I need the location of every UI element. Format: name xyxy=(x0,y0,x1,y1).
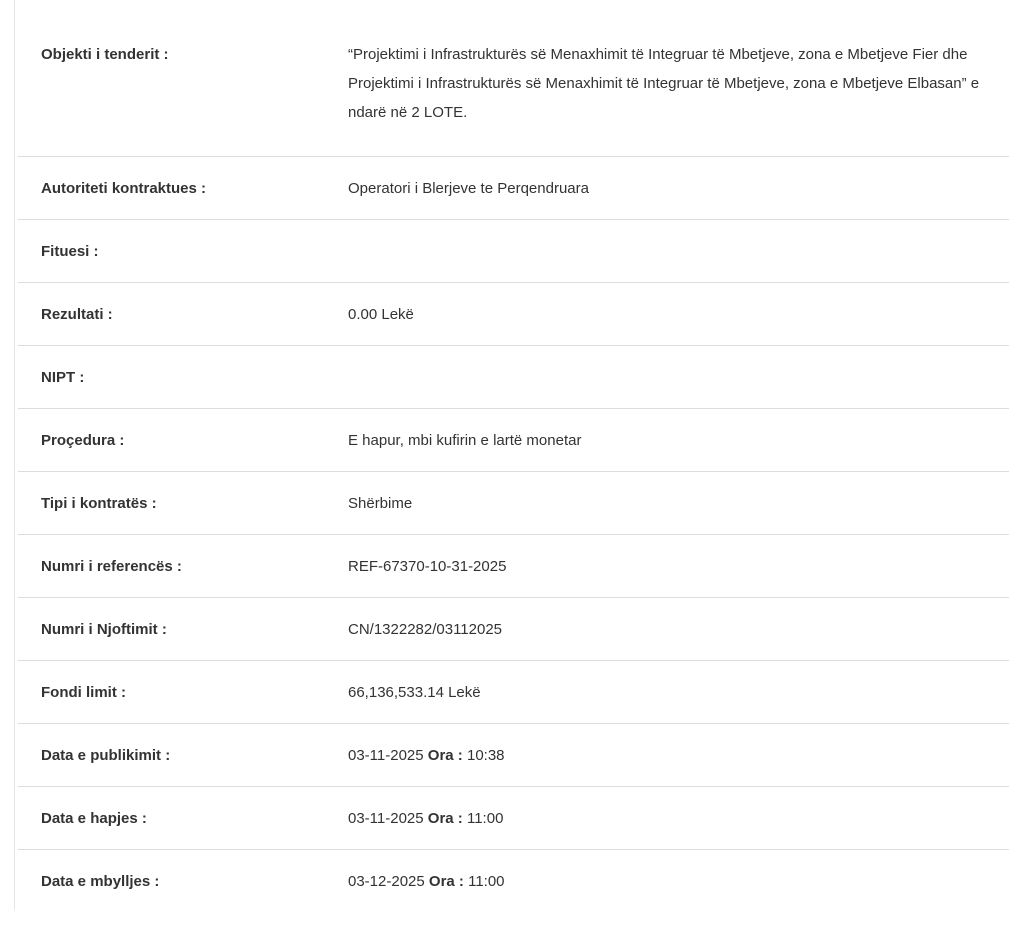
field-label-procedura: Proçedura : xyxy=(41,431,125,449)
field-value-referenca: REF-67370-10-31-2025 xyxy=(348,557,507,575)
table-row xyxy=(18,598,1009,661)
field-value-procedura: E hapur, mbi kufirin e lartë monetar xyxy=(348,431,582,449)
mbyllja-date: 03-12-2025 xyxy=(348,872,425,890)
field-value-njoftimi: CN/1322282/03112025 xyxy=(348,620,503,638)
left-border xyxy=(0,0,15,910)
field-label-fondi: Fondi limit : xyxy=(41,683,126,701)
table-row xyxy=(18,26,1009,157)
field-label-fituesi: Fituesi : xyxy=(41,242,99,260)
mbyllja-time: 11:00 xyxy=(468,872,505,890)
field-value-autoriteti: Operatori i Blerjeve te Perqendruara xyxy=(348,179,589,197)
field-value-hapja xyxy=(348,804,1009,833)
field-label-mbyllja: Data e mbylljes : xyxy=(41,872,160,890)
publikimi-time: 10:38 xyxy=(466,746,505,764)
hapja-time: 11:00 xyxy=(466,809,504,827)
table-row xyxy=(18,346,1009,409)
hapja-time-label: Ora : xyxy=(427,809,463,827)
field-label-njoftimi: Numri i Njoftimit : xyxy=(41,620,167,638)
table-row xyxy=(18,787,1009,850)
table-row xyxy=(18,220,1009,283)
tender-details-table xyxy=(18,26,1009,912)
publikimi-time-label: Ora : xyxy=(427,746,463,764)
field-label-hapja: Data e hapjes : xyxy=(41,809,147,827)
field-label-tipi: Tipi i kontratës : xyxy=(41,494,157,512)
hapja-date: 03-11-2025 xyxy=(348,809,424,827)
table-row xyxy=(18,724,1009,787)
table-row xyxy=(18,409,1009,472)
table-row xyxy=(18,661,1009,724)
publikimi-date: 03-11-2025 xyxy=(348,746,424,764)
field-value-fondi: 66,136,533.14 Lekë xyxy=(348,683,481,701)
field-label-publikimi: Data e publikimit : xyxy=(41,746,171,764)
table-row xyxy=(18,850,1009,912)
table-row xyxy=(18,157,1009,220)
mbyllja-time-label: Ora : xyxy=(428,872,464,890)
field-value-rezultati: 0.00 Lekë xyxy=(348,305,414,323)
table-row xyxy=(18,535,1009,598)
field-label-autoriteti: Autoriteti kontraktues : xyxy=(41,179,207,197)
field-value-publikimi xyxy=(348,741,1009,770)
field-label-rezultati: Rezultati : xyxy=(41,305,113,323)
field-value-tipi: Shërbime xyxy=(348,494,413,512)
field-label-referenca: Numri i referencës : xyxy=(41,557,182,575)
field-label-nipt: NIPT : xyxy=(41,368,85,386)
table-row xyxy=(18,283,1009,346)
table-row xyxy=(18,472,1009,535)
field-label-objekti: Objekti i tenderit : xyxy=(41,46,169,63)
field-value-mbyllja xyxy=(348,867,1009,896)
field-value-objekti: “Projektimi i Infrastrukturës së Menaxhimit të Integruar të Mbetjeve, zona e Mbetjeve Fier dhe Projektimi i Infrastrukturës së Menaxhimit të Integruar të Mbetjeve, zona e Mbetjeve Elbasan” e ndarë në 2 LOTE. xyxy=(348,46,980,121)
